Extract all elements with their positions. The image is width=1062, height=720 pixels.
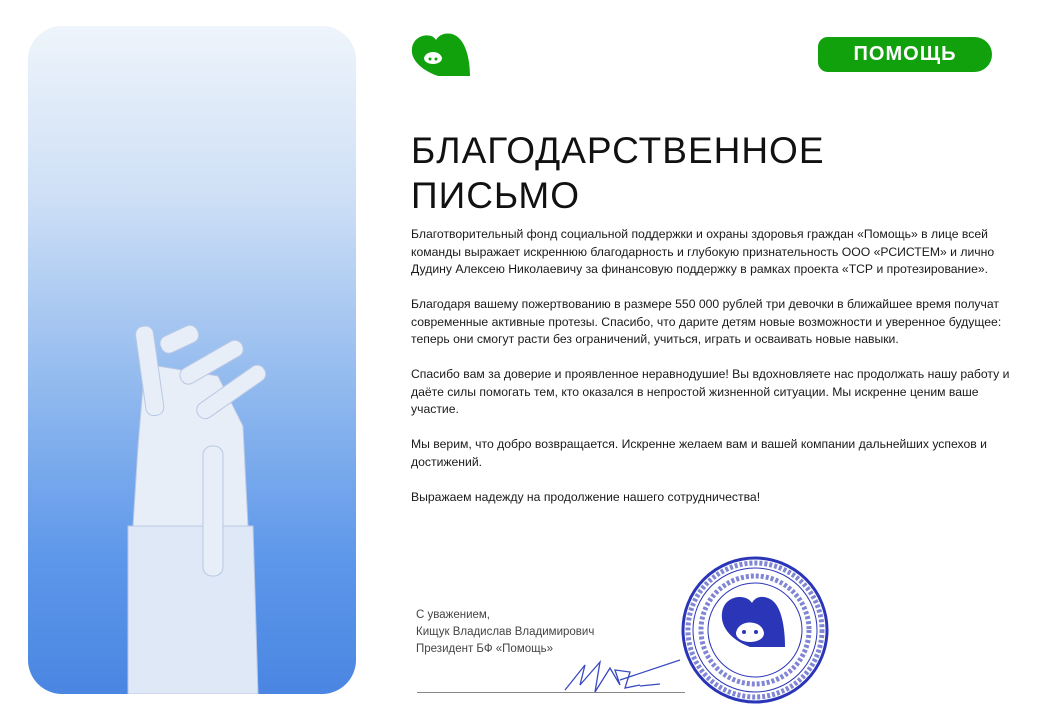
signer-name: Кищук Владислав Владимирович bbox=[416, 626, 595, 638]
paragraph: Спасибо вам за доверие и проявленное неравнодушие! Вы вдохновляете нас продолжать нашу работу и даёте силы помогать тем, кто оказался в непростой жизненной ситуации. Мы искренне ценим ваше участие. bbox=[411, 367, 1010, 416]
paragraph: Мы верим, что добро возвращается. Искренне желаем вам и вашей компании дальнейших успехов и достижений. bbox=[411, 437, 987, 469]
letter-body bbox=[411, 226, 1011, 524]
paragraph: Благотворительный фонд социальной поддержки и охраны здоровья граждан «Помощь» в лице всей команды выражает искреннюю благодарность и глубокую признательность ООО «РСИСТЕМ» и лично Дудину Алексею Николаевичу за финансовую поддержку в рамках проекта «ТСР и протезирование». bbox=[411, 227, 995, 276]
paragraph: Благодаря вашему пожертвованию в размере 550 000 рублей три девочки в ближайшее время получат современные активные протезы. Спасибо, что дарите детям новые возможности и уверенное будущее: теперь они смогут расти без ограничений, учиться, играть и осваивать новые навыки. bbox=[411, 297, 1002, 346]
organization-stamp bbox=[680, 555, 830, 705]
page-title bbox=[411, 128, 825, 218]
signer-position: Президент БФ «Помощь» bbox=[416, 643, 553, 655]
robotic-hand-photo bbox=[28, 26, 356, 694]
handwritten-signature bbox=[560, 650, 700, 700]
closing: С уважением, bbox=[416, 609, 490, 621]
foundation-logo bbox=[410, 32, 470, 78]
help-brand-badge: ПОМОЩЬ bbox=[818, 37, 992, 72]
title-line-1: БЛАГОДАРСТВЕННОЕ bbox=[411, 130, 825, 171]
title-line-2: ПИСЬМО bbox=[411, 175, 580, 216]
paragraph: Выражаем надежду на продолжение нашего сотрудничества! bbox=[411, 489, 761, 504]
